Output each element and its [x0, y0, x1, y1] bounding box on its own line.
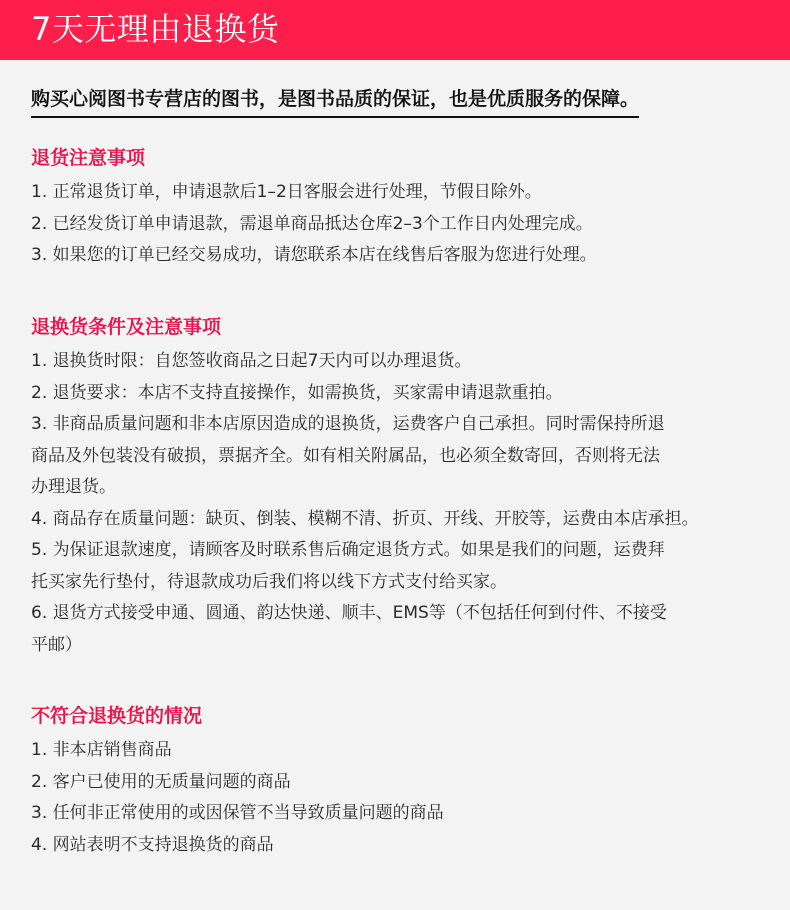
section-title: 退换货条件及注意事项 [31, 316, 222, 338]
page-header [0, 0, 790, 60]
section-title: 不符合退换货的情况 [31, 705, 203, 727]
list-item: 1. 非本店销售商品 [31, 740, 172, 760]
section-lines [31, 735, 776, 861]
list-item: 4. 商品存在质量问题：缺页、倒装、模糊不清、折页、开线、开胶等，运费由本店承担。 [31, 508, 699, 529]
list-item: 托买家先行垫付，待退款成功后我们将以线下方式支付给买家。 [31, 571, 507, 592]
list-item: 3. 任何非正常使用的或因保管不当导致质量问题的商品 [31, 803, 444, 823]
section-title: 退货注意事项 [31, 147, 146, 169]
section-exchange-conditions [31, 314, 776, 661]
list-item: 1. 退换货时限：自您签收商品之日起7天内可以办理退货。 [31, 351, 472, 371]
section-lines [31, 346, 776, 661]
list-item: 办理退货。 [31, 477, 116, 497]
list-item: 2. 客户已使用的无质量问题的商品 [31, 771, 291, 792]
list-item: 3. 非商品质量问题和非本店原因造成的退换货，运费客户自己承担。同时需保持所退 [31, 414, 665, 434]
list-item: 5. 为保证退款速度，请顾客及时联系售后确定退货方式。如果是我们的问题，运费拜 [31, 540, 665, 560]
section-return-notes [31, 145, 776, 272]
list-item: 6. 退货方式接受申通、圆通、韵达快递、顺丰、EMS等（不包括任何到付件、不接受 [31, 603, 667, 623]
list-item: 2. 退货要求：本店不支持直接操作，如需换货，买家需申请退款重拍。 [31, 382, 563, 403]
section-non-returnable [31, 703, 776, 861]
list-item: 1. 正常退货订单，申请退款后1–2日客服会进行处理，节假日除外。 [31, 182, 542, 202]
list-item: 3. 如果您的订单已经交易成功，请您联系本店在线售后客服为您进行处理。 [31, 245, 597, 265]
intro-statement: 购买心阅图书专营店的图书，是图书品质的保证，也是优质服务的保障。 [31, 86, 639, 118]
list-item: 商品及外包装没有破损，票据齐全。如有相关附属品，也必须全数寄回，否则将无法 [31, 445, 660, 466]
list-item: 4. 网站表明不支持退换货的商品 [31, 834, 274, 855]
list-item: 平邮） [31, 634, 82, 655]
list-item: 2. 已经发货订单申请退款，需退单商品抵达仓库2–3个工作日内处理完成。 [31, 213, 593, 234]
section-lines [31, 177, 776, 272]
page-title: 7天无理由退换货 [31, 10, 280, 48]
